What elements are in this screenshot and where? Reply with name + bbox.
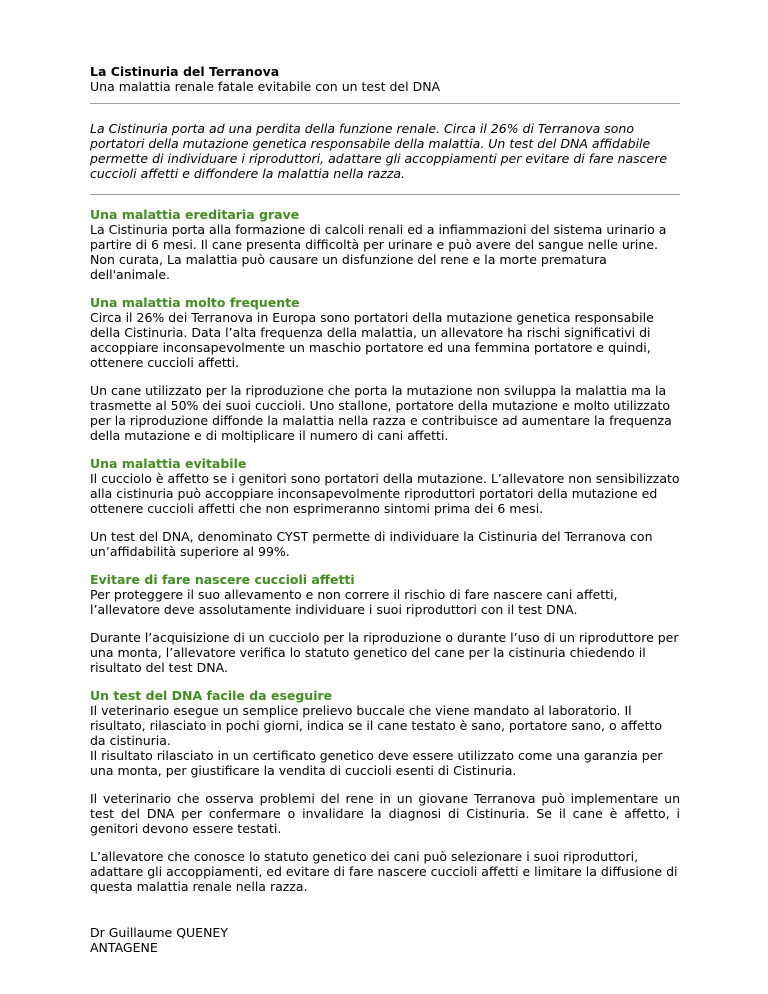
author-organization: ANTAGENE <box>90 940 158 955</box>
section-heading: Evitare di fare nascere cuccioli affetti <box>90 572 355 587</box>
section-paragraph: Il veterinario esegue un semplice prelievo buccale che viene mandato al laboratorio. Il risultato, rilasciato in pochi giorni, indica se il cane testato è sano, portatore sano, o affetto da cistinuria. Il risultato rilasciato in un certificato genetico deve essere utilizzato come una garanzia per una monta, per giustificare la vendita di cuccioli esenti di Cistinuria. <box>90 703 663 778</box>
closing-paragraph: L’allevatore che conosce lo statuto genetico dei cani può selezionare i suoi riproduttori, adattare gli accoppiamenti, ed evitare di fare nascere cuccioli affetti e limitare la diffusione di questa malattia renale nella razza. <box>90 849 678 894</box>
section-heading: Una malattia evitabile <box>90 456 247 471</box>
section-paragraph: Per proteggere il suo allevamento e non correre il rischio di fare nascere cani affetti, l’allevatore deve assolutamente individuare i suoi riproduttori con il test DNA. <box>90 587 618 617</box>
closing-paragraph: Il veterinario che osserva problemi del rene in un giovane Terranova può implementare un test del DNA per confermare o invalidare la diagnosi di Cistinuria. Se il cane è affetto, i genitori devono essere testati. <box>90 791 680 836</box>
top-divider <box>90 103 680 104</box>
section-paragraph: Durante l’acquisizione di un cucciolo per la riproduzione o durante l’uso di un riproduttore per una monta, l’allevatore verifica lo statuto genetico del cane per la cistinuria chiedendo il risultato del test DNA. <box>90 630 679 675</box>
intro-paragraph: La Cistinuria porta ad una perdita della funzione renale. Circa il 26% di Terranova sono portatori della mutazione genetica responsabile della malattia. Un test del DNA affidabile permette di individuare i riproduttori, adattare gli accoppiamenti per evitare di fare nascere cuccioli affetti e diffondere la malattia nella razza. <box>90 121 668 181</box>
section-heading: Una malattia ereditaria grave <box>90 207 300 222</box>
section-paragraph: Circa il 26% dei Terranova in Europa sono portatori della mutazione genetica responsabile della Cistinuria. Data l’alta frequenza della malattia, un allevatore ha rischi significativi di accoppiare inconsapevolmente un maschio portatore ed una femmina portatore e quindi, ottenere cuccioli affetti. <box>90 310 654 370</box>
section-frequent-disease <box>90 295 680 443</box>
section-easy-dna-test <box>90 688 680 778</box>
closing-section <box>90 791 680 894</box>
section-paragraph: Il cucciolo è affetto se i genitori sono portatori della mutazione. L’allevatore non sensibilizzato alla cistinuria può accoppiare inconsapevolmente riproduttori portatori della mutazione ed ottenere cuccioli affetti che non esprimeranno sintomi prima dei 6 mesi. <box>90 471 680 516</box>
section-paragraph: Un cane utilizzato per la riproduzione che porta la mutazione non sviluppa la malattia ma la trasmette al 50% dei suoi cuccioli. Uno stallone, portatore della mutazione e molto utilizzato per la riproduzione diffonde la malattia nella razza e contribuisce ad aumentare la frequenza della mutazione e di moltiplicare il numero di cani affetti. <box>90 383 672 443</box>
document-body <box>90 64 680 955</box>
section-avoidable-disease <box>90 456 680 559</box>
section-paragraph: La Cistinuria porta alla formazione di calcoli renali ed a infiammazioni del sistema urinario a partire di 6 mesi. Il cane presenta difficoltà per urinare e può avere del sangue nelle urine. Non curata, La malattia può causare un disfunzione del rene e la morte prematura dell'animale. <box>90 222 667 282</box>
section-hereditary-disease <box>90 207 680 282</box>
section-avoid-affected-puppies <box>90 572 680 675</box>
document-subtitle: Una malattia renale fatale evitabile con un test del DNA <box>90 79 441 94</box>
document-title: La Cistinuria del Terranova <box>90 64 280 79</box>
signature <box>90 925 680 955</box>
author-name: Dr Guillaume QUENEY <box>90 925 228 940</box>
section-heading: Un test del DNA facile da eseguire <box>90 688 333 703</box>
section-heading: Una malattia molto frequente <box>90 295 300 310</box>
sections <box>90 207 680 778</box>
intro-divider <box>90 194 680 195</box>
section-paragraph: Un test del DNA, denominato CYST permette di individuare la Cistinuria del Terranova con un’affidabilità superiore al 99%. <box>90 529 653 559</box>
